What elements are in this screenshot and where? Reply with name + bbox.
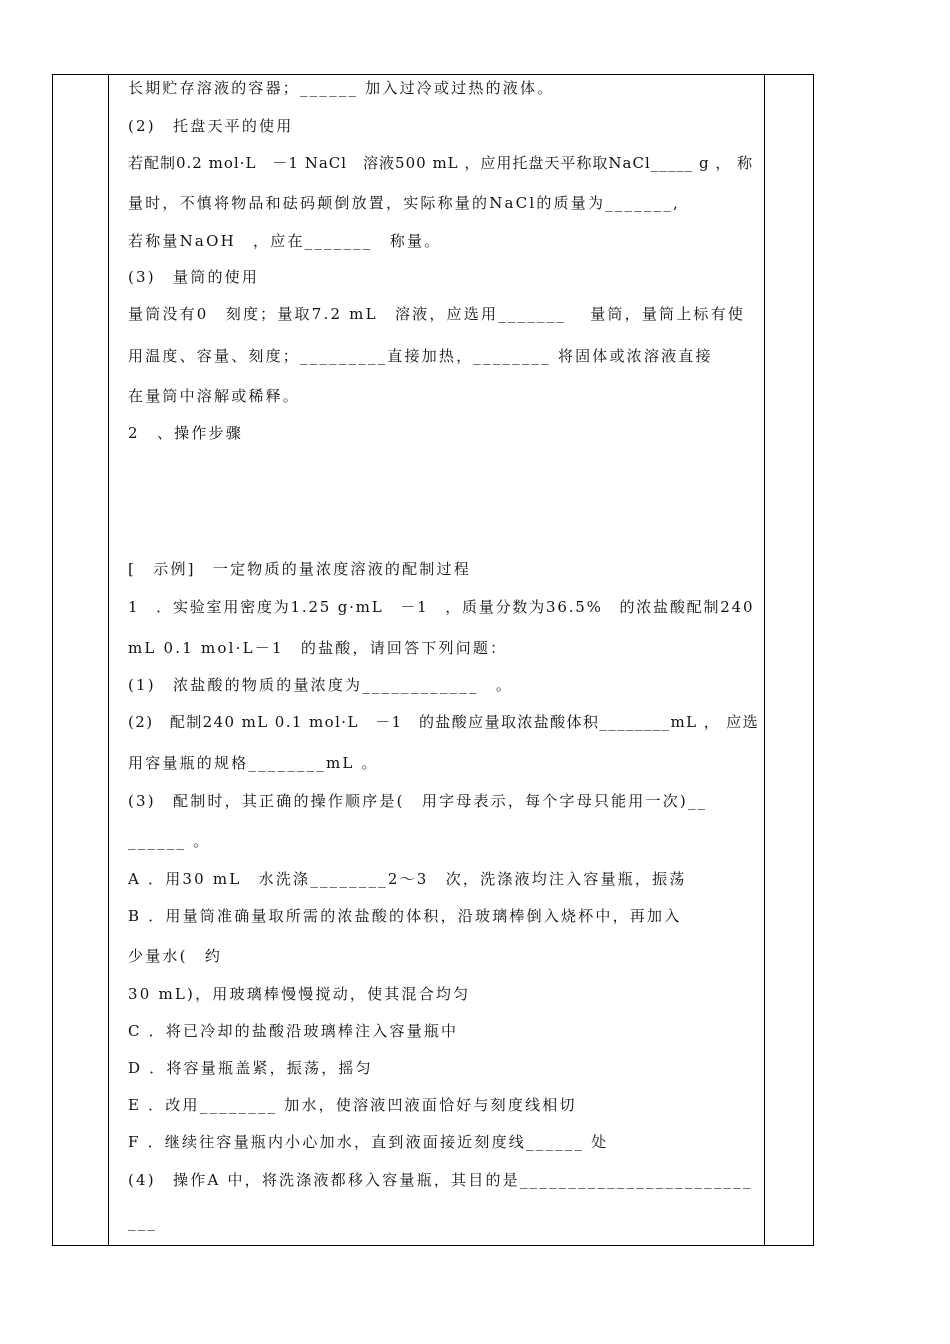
option-a: A ．用30 mL 水洗涤________2～3 次，洗涤液均注入容量瓶，振荡 [128, 870, 687, 888]
section-heading: (2) 托盘天平的使用 [128, 117, 294, 135]
question-text: (2) 配制240 mL 0.1 mol·L －1 的盐酸应量取浓盐酸体积________mL ， 应选 [128, 713, 760, 731]
option-f: F ．继续往容量瓶内小心加水，直到液面接近刻度线______ 处 [128, 1133, 609, 1151]
question-text: ___ [128, 1213, 158, 1231]
question-text: (1) 浓盐酸的物质的量浓度为____________ 。 [128, 676, 514, 694]
section-heading: 2 、操作步骤 [128, 424, 243, 442]
text-line: 用温度、容量、刻度；_________直接加热，________ 将固体或浓溶液直接 [128, 347, 713, 365]
option-c: C ．将已冷却的盐酸沿玻璃棒注入容量瓶中 [128, 1022, 459, 1040]
question-text: ______ 。 [128, 832, 211, 850]
section-heading: (3) 量筒的使用 [128, 268, 260, 286]
column-divider-left [108, 74, 109, 1246]
text-line: 若称量NaOH ，应在_______ 称量。 [128, 232, 442, 250]
option-b-cont: 30 mL)，用玻璃棒慢慢搅动，使其混合均匀 [128, 985, 471, 1003]
question-text: mL 0.1 mol·L－1 的盐酸，请回答下列问题： [128, 639, 508, 657]
question-text: (3) 配制时，其正确的操作顺序是( 用字母表示，每个字母只能用一次)__ [128, 792, 708, 810]
option-b-cont: 少量水( 约 [128, 947, 223, 965]
question-text: 用容量瓶的规格________mL 。 [128, 754, 379, 772]
text-line: 若配制0.2 mol·L －1 NaCl 溶液500 mL ，应用托盘天平称取NaCl_____ g ， 称 [128, 154, 754, 172]
option-d: D ．将容量瓶盖紧，振荡，摇匀 [128, 1059, 373, 1077]
question-text: (4) 操作A 中，将洗涤液都移入容量瓶，其目的是________________________ [128, 1171, 753, 1189]
text-line: 量时，不慎将物品和砝码颠倒放置，实际称量的NaCl的质量为_______, [128, 194, 681, 212]
option-b: B ．用量筒准确量取所需的浓盐酸的体积，沿玻璃棒倒入烧杯中，再加入 [128, 907, 682, 925]
text-line: 长期贮存溶液的容器；______ 加入过冷或过热的液体。 [128, 79, 555, 97]
example-heading: [ 示例] 一定物质的量浓度溶液的配制过程 [128, 560, 471, 578]
option-e: E ．改用________ 加水，使溶液凹液面恰好与刻度线相切 [128, 1096, 577, 1114]
question-text: 1 ．实验室用密度为1.25 g·mL －1 ，质量分数为36.5% 的浓盐酸配制240 [128, 598, 755, 616]
column-divider-right [764, 74, 765, 1246]
text-line: 在量筒中溶解或稀释。 [128, 387, 301, 405]
text-line: 量筒没有0 刻度；量取7.2 mL 溶液，应选用_______ 量筒，量筒上标有使 [128, 305, 746, 323]
